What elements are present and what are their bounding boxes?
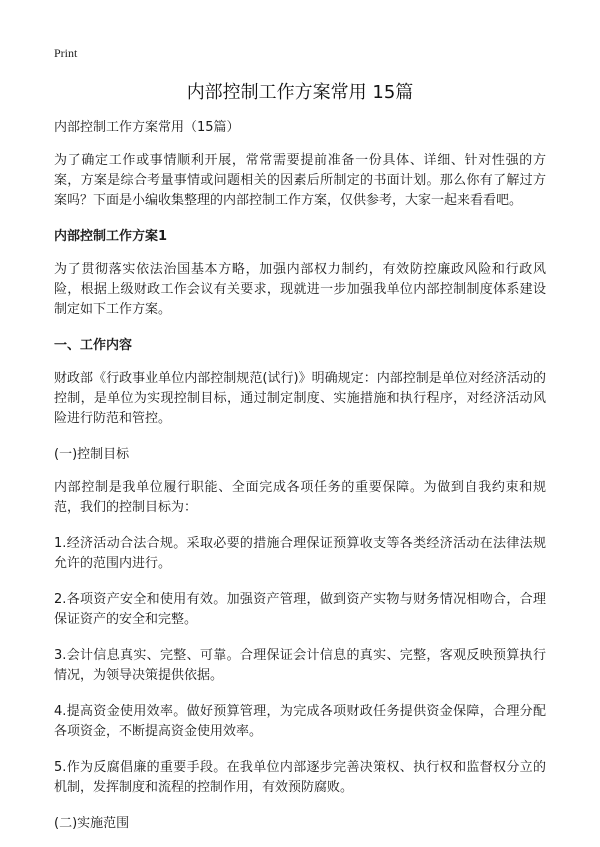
document-subtitle: 内部控制工作方案常用（15篇） — [54, 120, 240, 135]
goal-item: 3.会计信息真实、完整、可靠。合理保证会计信息的真实、完整，客观反映预算执行情况，为领导决策提供依据。 — [54, 648, 546, 683]
intro-paragraph: 为了确定工作或事情顺利开展，常常需要提前准备一份具体、详细、针对性强的方案，方案是综合考量事情或问题相关的因素后所制定的书面计划。那么你有了解过方案吗？下面是小编收集整理的内部控制工作方案，仅供参考，大家一起来看看吧。 — [54, 153, 546, 208]
section-intro-paragraph: 为了贯彻落实依法治国基本方略，加强内部权力制约，有效防控廉政风险和行政风险，根据上级财政工作会议有关要求，现就进一步加强我单位内部控制制度体系建设制定如下工作方案。 — [54, 262, 546, 317]
goal-item: 1.经济活动合法合规。采取必要的措施合理保证预算收支等各类经济活动在法律法规允许的范围内进行。 — [54, 536, 546, 571]
print-link[interactable]: Print — [54, 46, 78, 60]
section-heading: 内部控制工作方案1 — [54, 229, 168, 244]
page-title: 内部控制工作方案常用 15篇 — [186, 82, 414, 103]
part-paragraph: 财政部《行政事业单位内部控制规范(试行)》明确规定：内部控制是单位对经济活动的控制，是单位为实现控制目标，通过制定制度、实施措施和执行程序，对经济活动风险进行防范和管控。 — [54, 371, 546, 426]
goal-item: 5.作为反腐倡廉的重要手段。在我单位内部逐步完善决策权、执行权和监督权分立的机制，发挥制度和流程的控制作用，有效预防腐败。 — [54, 760, 546, 795]
document-body — [54, 118, 546, 847]
part-heading: 一、工作内容 — [54, 338, 133, 353]
subsection-paragraph: 内部控制是我单位履行职能、全面完成各项任务的重要保障。为做到自我约束和规范，我们的控制目标为： — [54, 480, 546, 515]
goal-item: 2.各项资产安全和使用有效。加强资产管理，做到资产实物与财务情况相吻合，合理保证资产的安全和完整。 — [54, 592, 546, 627]
goal-item: 4.提高资金使用效率。做好预算管理，为完成各项财政任务提供资金保障，合理分配各项资金，不断提高资金使用效率。 — [54, 704, 546, 739]
subsection-heading: (二)实施范围 — [54, 816, 130, 831]
subsection-heading: (一)控制目标 — [54, 447, 130, 462]
